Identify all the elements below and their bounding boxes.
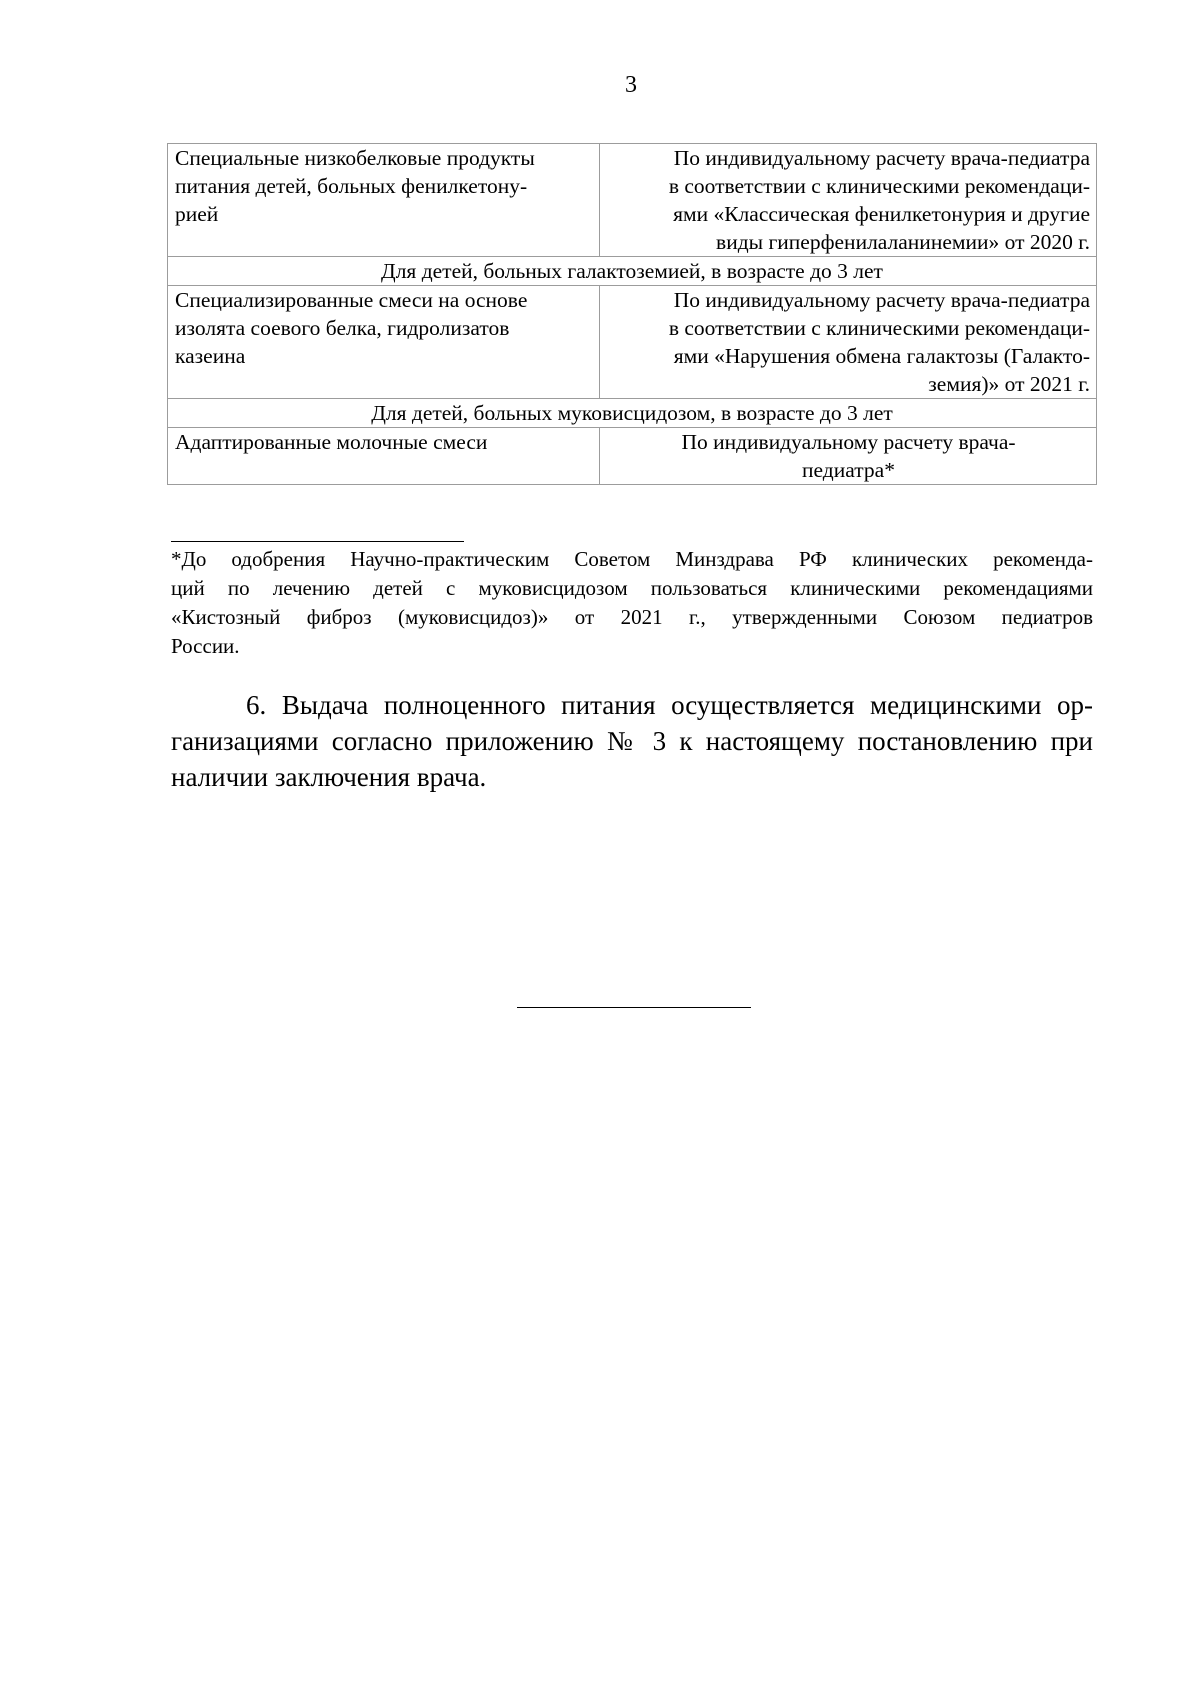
table-cell-product <box>168 428 600 485</box>
cell-line: ями «Классическая фенилкетонурия и другие <box>673 202 1090 226</box>
cell-line: По индивидуальному расчету врача-педиатра <box>673 288 1090 312</box>
cell-line: питания детей, больных фенилкетону- <box>175 174 528 198</box>
cell-line: в соответствии с клиническими рекомендаци- <box>668 174 1090 198</box>
footnote-separator <box>171 541 464 542</box>
cell-line: изолята соевого белка, гидролизатов <box>175 316 510 340</box>
table-cell-norm <box>600 286 1097 399</box>
cell-line: педиатра* <box>802 458 895 482</box>
table-row <box>168 144 1097 257</box>
cell-line: По индивидуальному расчету врача- <box>681 430 1016 454</box>
cell-line: земия)» от 2021 г. <box>928 372 1090 396</box>
cell-line: Специализированные смеси на основе <box>175 288 528 312</box>
section-heading-galactosemia: Для детей, больных галактоземией, в возрасте до 3 лет <box>168 257 1097 286</box>
table-cell-norm <box>600 428 1097 485</box>
cell-line: казеина <box>175 344 246 368</box>
cell-line: виды гиперфенилаланинемии» от 2020 г. <box>716 230 1090 254</box>
footnote-line: ций по лечению детей с муковисцидозом пользоваться клиническими рекомендациями <box>171 576 1093 600</box>
cell-line: ями «Нарушения обмена галактозы (Галакто- <box>673 344 1090 368</box>
table-section-row <box>168 399 1097 428</box>
end-of-document-rule <box>517 1007 751 1008</box>
cell-line: Адаптированные молочные смеси <box>175 430 488 454</box>
table-cell-product <box>168 286 600 399</box>
page-number: 3 <box>625 72 637 98</box>
nutrition-table <box>167 143 1097 485</box>
footnote-line: *До одобрения Научно-практическим Советом Минздрава РФ клинических рекоменда- <box>171 547 1093 571</box>
footnote <box>171 545 1093 661</box>
paragraph-line: ганизациями согласно приложению № 3 к настоящему постановлению при <box>171 726 1093 756</box>
paragraph-line: 6. Выдача полноценного питания осуществляется медицинскими ор- <box>246 690 1093 720</box>
table-section-row <box>168 257 1097 286</box>
cell-line: По индивидуальному расчету врача-педиатра <box>673 146 1090 170</box>
section-heading-cystic-fibrosis: Для детей, больных муковисцидозом, в возрасте до 3 лет <box>168 399 1097 428</box>
cell-line: в соответствии с клиническими рекомендаци- <box>668 316 1090 340</box>
paragraph-6 <box>171 687 1093 795</box>
cell-line: рией <box>175 202 219 226</box>
footnote-line: России. <box>171 634 240 658</box>
table-cell-norm <box>600 144 1097 257</box>
table-row <box>168 286 1097 399</box>
paragraph-line: наличии заключения врача. <box>171 762 487 792</box>
footnote-line: «Кистозный фиброз (муковисцидоз)» от 2021 г., утвержденными Союзом педиатров <box>171 605 1093 629</box>
table-row <box>168 428 1097 485</box>
cell-line: Специальные низкобелковые продукты <box>175 146 535 170</box>
table-cell-product <box>168 144 600 257</box>
